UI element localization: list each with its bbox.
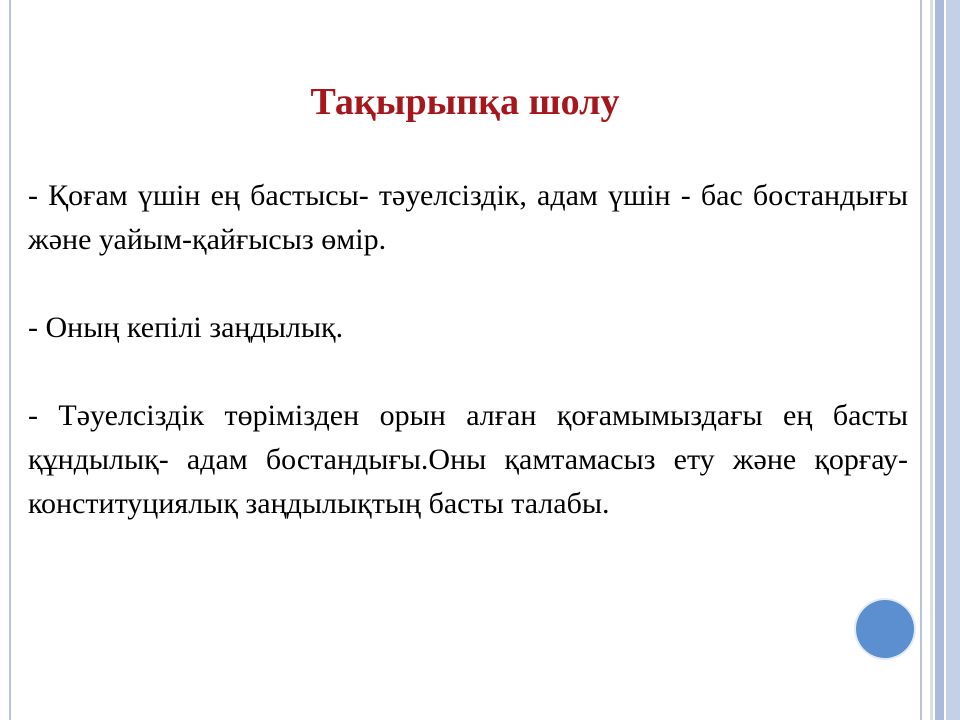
paragraph-1: - Қоғам үшін ең бастысы- тәуелсіздік, адам үшін - бас бостандығы және уайым-қайғысыз өмір. — [28, 179, 908, 256]
paragraph-2: - Оның кепілі заңдылық. — [28, 311, 344, 344]
slide-body — [28, 174, 908, 526]
frame-right-band — [930, 0, 960, 720]
paragraph-3: - Тәуелсіздік төрімізден орын алған қоғамымыздағы ең басты құндылық- адам бостандығы.Оны қамтамасыз ету және қорғау-конституциялық заңдылықтың басты талабы. — [28, 399, 908, 520]
slide-title: Тақырыпқа шолу — [310, 81, 620, 123]
decorative-circle — [856, 600, 914, 658]
